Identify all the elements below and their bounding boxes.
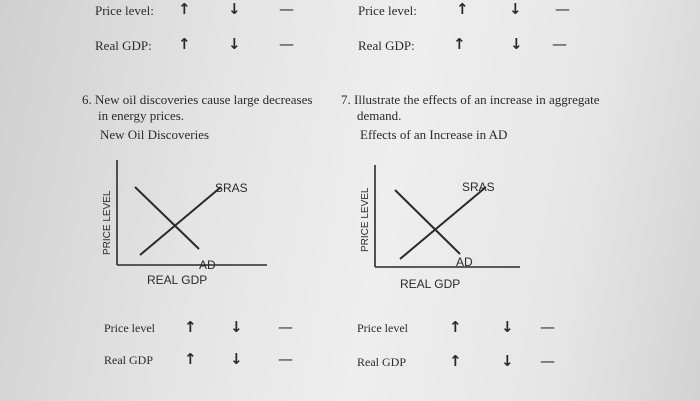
top-right-price-up-arrow[interactable]: ↑	[456, 0, 469, 18]
q6-gdp-label: Real GDP	[104, 353, 153, 367]
q6-prompt-line2: in energy prices.	[98, 108, 185, 123]
q6-prompt-line1: 6. New oil discoveries cause large decreases	[82, 92, 313, 107]
q7-gdp-label: Real GDP	[357, 355, 406, 369]
q6-gdp-no-change[interactable]: —	[278, 350, 293, 368]
q7-price-label: Price level	[357, 321, 408, 335]
q6-price-no-change[interactable]: —	[278, 318, 293, 336]
top-right-price-no-change[interactable]: —	[555, 0, 570, 18]
q6-ad-as-graph[interactable]	[95, 155, 270, 290]
q7-sras-label: SRAS	[462, 180, 495, 194]
q7-y-axis-label: PRICE LEVEL	[360, 187, 371, 252]
q7-price-up-arrow[interactable]: ↑	[449, 318, 462, 336]
top-right-price-down-arrow[interactable]: ↓	[509, 0, 522, 18]
q6-price-down-arrow[interactable]: ↓	[230, 318, 243, 336]
top-left-gdp-up-arrow[interactable]: ↑	[178, 35, 191, 53]
top-right-gdp-up-arrow[interactable]: ↑	[453, 35, 466, 53]
q7-gdp-down-arrow[interactable]: ↓	[501, 352, 514, 370]
top-left-price-down-arrow[interactable]: ↓	[228, 0, 241, 18]
q7-ad-curve	[395, 190, 460, 254]
q7-ad-label: AD	[456, 255, 473, 269]
top-left-price-label: Price level:	[95, 3, 154, 18]
q7-x-axis-label: REAL GDP	[400, 277, 461, 291]
top-right-price-label: Price level:	[358, 3, 417, 18]
top-left-gdp-down-arrow[interactable]: ↓	[228, 35, 241, 53]
q7-gdp-no-change[interactable]: —	[540, 352, 555, 370]
top-left-gdp-no-change[interactable]: —	[279, 35, 294, 53]
q6-graph-title: New Oil Discoveries	[100, 127, 210, 142]
q7-ad-as-graph[interactable]	[350, 160, 530, 295]
q6-x-axis-label: REAL GDP	[147, 273, 208, 287]
q6-gdp-down-arrow[interactable]: ↓	[230, 350, 243, 368]
q6-sras-label: SRAS	[215, 181, 248, 195]
top-left-price-up-arrow[interactable]: ↑	[178, 0, 191, 18]
top-right-gdp-no-change[interactable]: —	[552, 35, 567, 53]
q7-graph-title: Effects of an Increase in AD	[360, 127, 508, 142]
q7-prompt-line2: demand.	[357, 108, 402, 123]
q6-ad-label: AD	[199, 258, 216, 272]
q7-prompt-line1: 7. Illustrate the effects of an increase in aggregate	[341, 92, 600, 107]
q6-sras-curve	[140, 187, 221, 255]
q6-gdp-up-arrow[interactable]: ↑	[184, 350, 197, 368]
q7-price-no-change[interactable]: —	[540, 318, 555, 336]
top-right-gdp-label: Real GDP:	[358, 38, 415, 53]
q6-price-up-arrow[interactable]: ↑	[184, 318, 197, 336]
q7-sras-curve	[400, 187, 486, 259]
q6-ad-curve	[135, 187, 199, 249]
q6-price-label: Price level	[104, 321, 155, 335]
top-right-gdp-down-arrow[interactable]: ↓	[510, 35, 523, 53]
top-left-gdp-label: Real GDP:	[95, 38, 152, 53]
q7-gdp-up-arrow[interactable]: ↑	[449, 352, 462, 370]
q6-y-axis-label: PRICE LEVEL	[102, 190, 113, 255]
top-left-price-no-change[interactable]: —	[279, 0, 294, 18]
q7-price-down-arrow[interactable]: ↓	[501, 318, 514, 336]
